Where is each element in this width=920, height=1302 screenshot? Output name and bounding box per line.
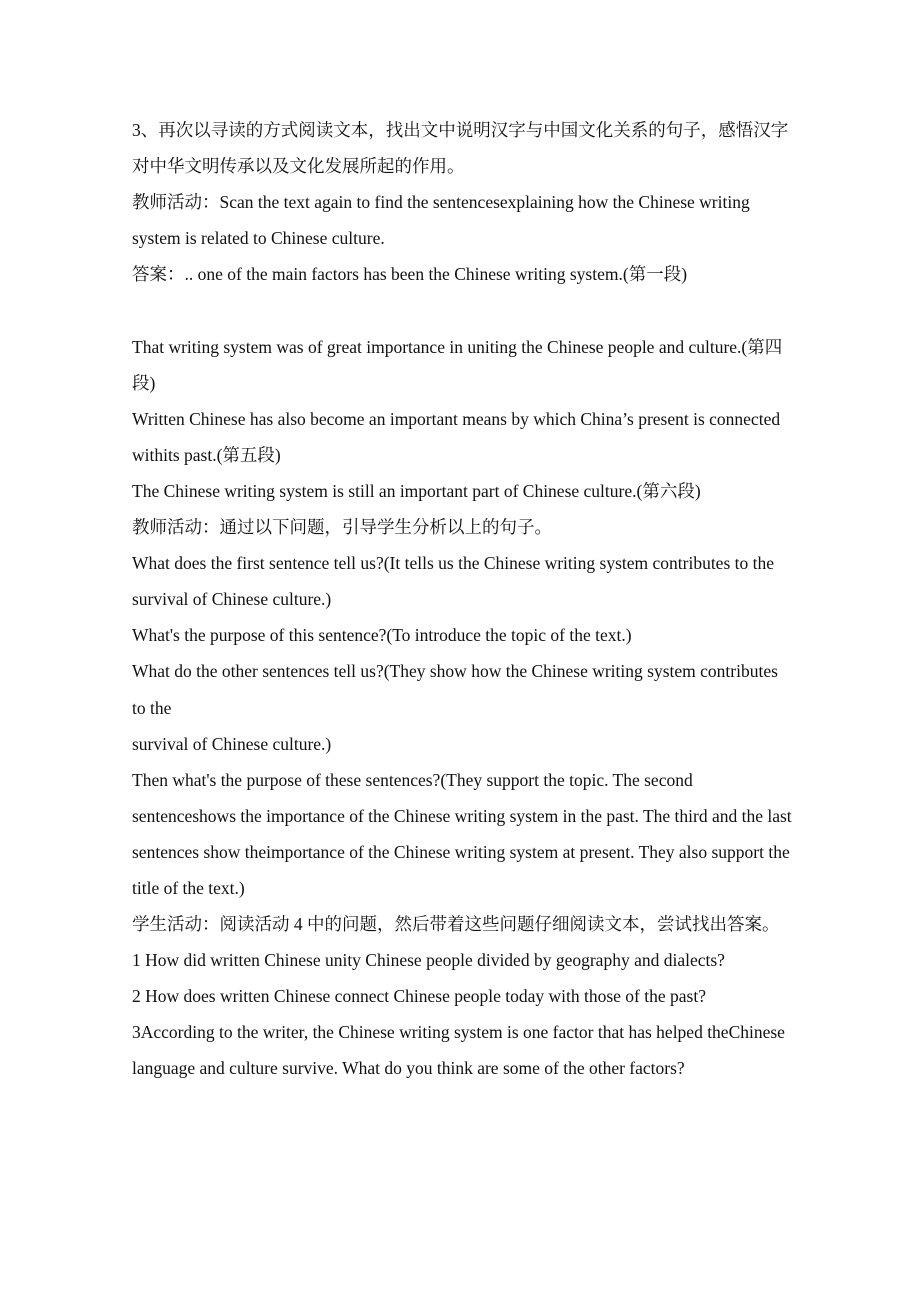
paragraph-teacher-activity-analyze: 教师活动：通过以下问题，引导学生分析以上的句子。: [132, 517, 552, 538]
paragraph-answer-fifth-section: Written Chinese has also become an important means by which China’s present is connected withits past.(第五段): [132, 408, 781, 465]
paragraph-teacher-activity-scan: 教师活动：Scan the text again to find the sentencesexplaining how the Chinese writing system is related to Chinese culture.: [132, 192, 750, 249]
question-item-2: 2 How does written Chinese connect Chinese people today with those of the past?: [132, 986, 706, 1007]
blank-line: [132, 292, 794, 328]
paragraph-task-3: 3、再次以寻读的方式阅读文本，找出文中说明汉字与中国文化关系的句子，感悟汉字对中华文明传承以及文化发展所起的作用。: [132, 120, 789, 177]
paragraph-question-other-sentences: What do the other sentences tell us?(They show how the Chinese writing system contributes to the: [132, 661, 778, 718]
paragraph-question-purpose-of-sentences: Then what's the purpose of these sentences?(They support the topic. The second sentenceshows the importance of the Chinese writing system in the past. The third and the last sentences show theimportance of the Chinese writing system at present. They also support the title of the text.): [132, 769, 792, 898]
paragraph-question-other-sentences-continued: survival of Chinese culture.): [132, 733, 332, 754]
paragraph-answer-first-section: 答案：.. one of the main factors has been the Chinese writing system.(第一段): [132, 264, 688, 285]
question-item-3: 3According to the writer, the Chinese writing system is one factor that has helped theChinese language and culture survive. What do you think are some of the other factors?: [132, 1022, 785, 1079]
document-body: [132, 112, 794, 1087]
paragraph-question-purpose: What's the purpose of this sentence?(To introduce the topic of the text.): [132, 625, 632, 646]
paragraph-student-activity: 学生活动：阅读活动 4 中的问题，然后带着这些问题仔细阅读文本，尝试找出答案。: [132, 914, 780, 935]
question-item-1: 1 How did written Chinese unity Chinese people divided by geography and dialects?: [132, 950, 725, 971]
paragraph-answer-fourth-section: That writing system was of great importance in uniting the Chinese people and culture.(第四段): [132, 336, 783, 393]
paragraph-question-first-sentence: What does the first sentence tell us?(It tells us the Chinese writing system contributes to the survival of Chinese culture.): [132, 553, 775, 610]
paragraph-answer-sixth-section: The Chinese writing system is still an important part of Chinese culture.(第六段): [132, 480, 701, 501]
